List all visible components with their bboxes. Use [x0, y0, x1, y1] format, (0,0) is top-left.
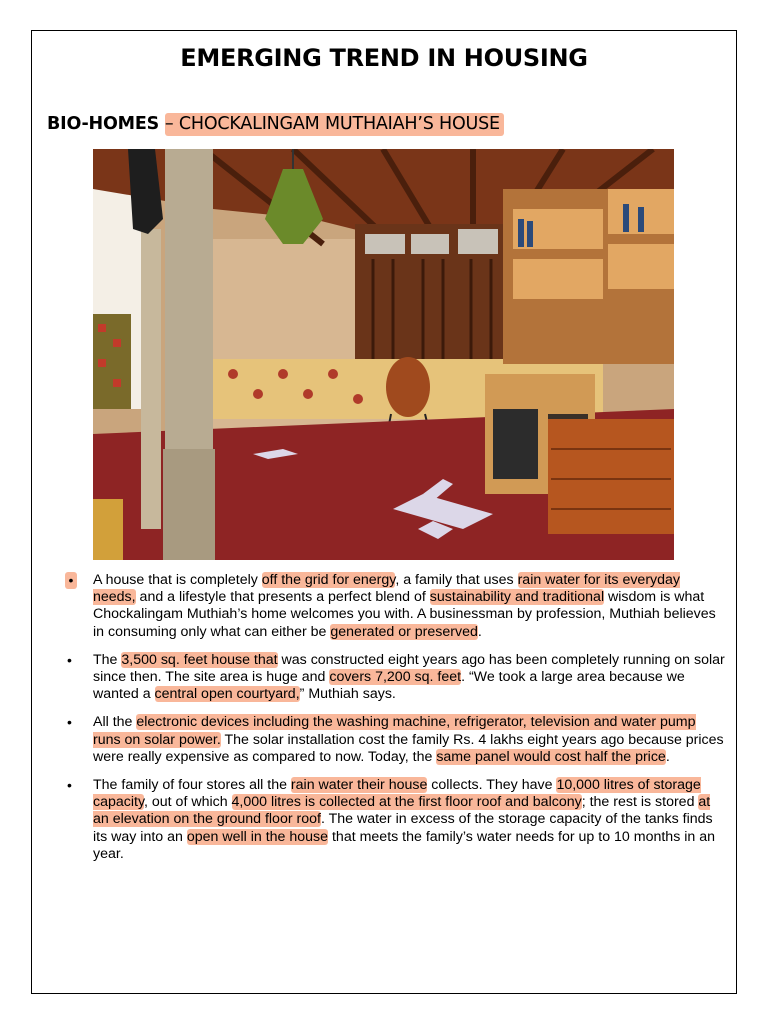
list-item — [65, 714, 725, 766]
body-text: wisdom is what Chockalingam Muthiah’s home welcomes you with. A businessman by profession, Muthiah believes in consuming only what can either be — [93, 589, 716, 640]
section-heading-prefix: BIO-HOMES — [47, 114, 160, 134]
highlighted-text: open well in the house — [186, 828, 329, 845]
bullet-list — [65, 572, 725, 874]
body-text: and a lifestyle that presents a perfect blend of — [135, 589, 430, 606]
highlighted-text: same panel would cost half the price — [436, 748, 666, 765]
body-text: The — [93, 651, 122, 668]
list-item-text — [93, 652, 725, 702]
body-text: ; the rest is stored — [581, 794, 699, 811]
body-text: collects. They have — [427, 777, 557, 794]
body-text: All the — [93, 714, 137, 731]
body-text: , out of which — [144, 794, 232, 811]
bullet-icon: • — [67, 777, 72, 794]
body-text: that meets the family’s water needs for up to 10 months in an year. — [93, 828, 715, 862]
highlighted-text: covers 7,200 sq. feet — [329, 669, 462, 686]
highlighted-text: sustainability and traditional — [429, 589, 605, 606]
body-text: . The water in excess of the storage capacity of the tanks finds its way into an — [93, 811, 713, 845]
highlighted-text: at an elevation on the ground floor roof — [93, 794, 711, 828]
section-heading-highlight: – CHOCKALINGAM MUTHAIAH’S HOUSE — [165, 113, 504, 136]
highlighted-text: electronic devices including the washing machine, refrigerator, television and water pump runs on solar power. — [93, 714, 696, 748]
highlighted-text: generated or preserved — [330, 623, 478, 640]
highlighted-text: 4,000 litres is collected at the first floor roof and balcony — [231, 794, 582, 811]
highlighted-text: 10,000 litres of storage capacity — [93, 777, 701, 811]
list-item — [65, 652, 725, 704]
highlighted-text: central open courtyard, — [154, 686, 300, 703]
section-heading — [47, 114, 504, 134]
body-text: . — [477, 623, 482, 640]
house-interior-photo — [93, 149, 674, 560]
body-text: ” Muthiah says. — [299, 686, 396, 703]
highlighted-text: off the grid for energy — [261, 572, 396, 588]
body-text: A house that is completely — [93, 572, 262, 588]
highlighted-text: rain water for its everyday needs, — [93, 572, 681, 606]
list-item-text — [93, 714, 724, 764]
body-text: was constructed eight years ago has been completely running on solar since then. The site area is huge and — [93, 651, 725, 686]
highlighted-text: rain water their house — [290, 777, 428, 794]
page-title: EMERGING TREND IN HOUSING — [180, 44, 588, 72]
body-text: The solar installation cost the family Rs. 4 lakhs eight years ago because prices were really expensive as compared to now. Today, the — [93, 731, 724, 765]
body-text: , a family that uses — [395, 572, 518, 588]
body-text: . — [665, 748, 670, 765]
highlighted-text: 3,500 sq. feet house that — [121, 651, 278, 668]
list-item — [65, 572, 725, 641]
bullet-icon: • — [65, 572, 77, 589]
body-text: . “We took a large area because we wanted a — [93, 669, 685, 703]
body-text: The family of four stores all the — [93, 777, 291, 794]
list-item-text — [93, 777, 715, 862]
bullet-icon: • — [67, 651, 72, 668]
bullet-icon: • — [67, 714, 72, 731]
list-item — [65, 777, 725, 863]
list-item-text — [93, 572, 716, 640]
